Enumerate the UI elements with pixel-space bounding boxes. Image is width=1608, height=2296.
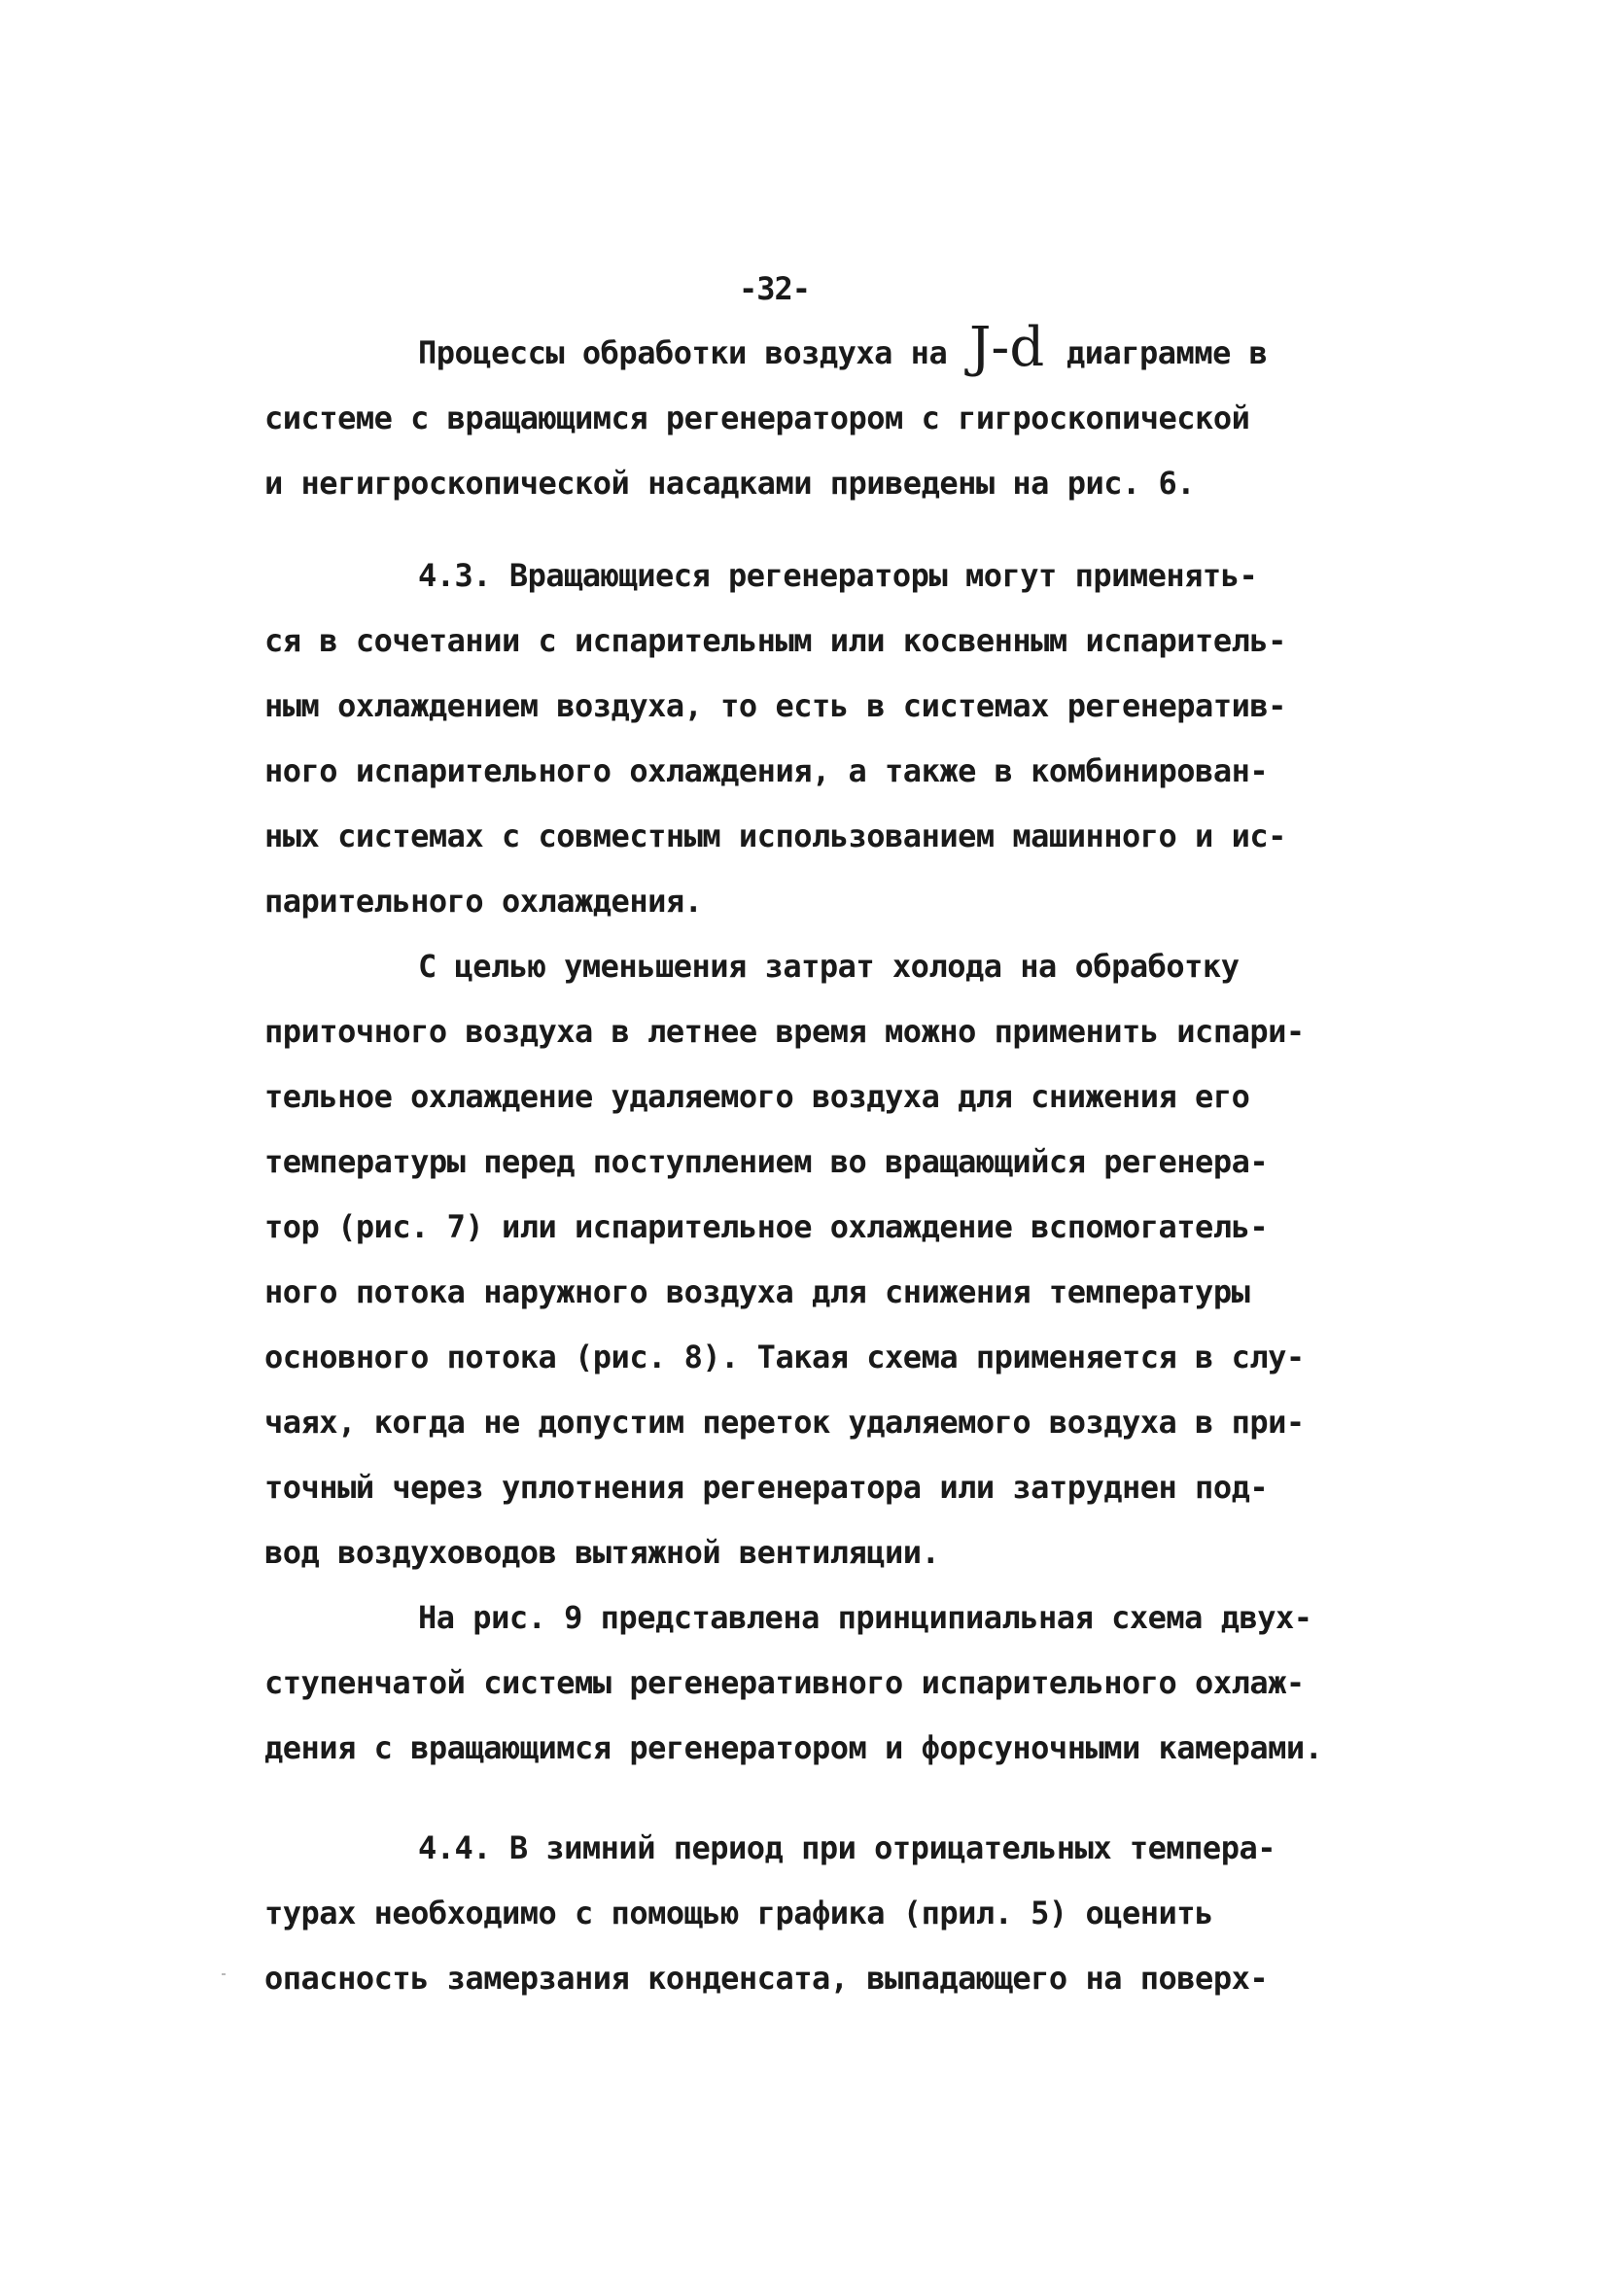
text-line: температуры перед поступлением во вращающийся регенера- bbox=[264, 1143, 1269, 1180]
text-line: вод воздуховодов вытяжной вентиляции. bbox=[264, 1534, 940, 1571]
text-line: ным охлаждением воздуха, то есть в системах регенератив- bbox=[264, 687, 1286, 724]
text-line: 4.4. В зимний период при отрицательных темпера- bbox=[418, 1829, 1276, 1866]
text-line: основного потока (рис. 8). Такая схема применяется в слу- bbox=[264, 1339, 1305, 1375]
text-line: тельное охлаждение удаляемого воздуха для снижения его bbox=[264, 1078, 1250, 1115]
page-number: -32- bbox=[739, 270, 811, 307]
text-line: 4.3. Вращающиеся регенераторы могут применять- bbox=[418, 557, 1258, 594]
text-line: системе с вращающимся регенератором с гигроскопической bbox=[264, 400, 1250, 436]
text-line: приточного воздуха в летнее время можно применить испари- bbox=[264, 1013, 1305, 1050]
text-line: чаях, когда не допустим переток удаляемого воздуха в при- bbox=[264, 1404, 1305, 1441]
text-line: точный через уплотнения регенератора или затруднен под- bbox=[264, 1469, 1269, 1506]
text-line: С целью уменьшения затрат холода на обработку bbox=[418, 948, 1240, 985]
scan-artifact bbox=[222, 1973, 226, 1975]
text-line: дения с вращающимся регенератором и форсуночными камерами. bbox=[264, 1729, 1323, 1766]
text-line: ных системах с совместным использованием машинного и ис- bbox=[264, 818, 1286, 854]
text-line: ного потока наружного воздуха для снижения температуры bbox=[264, 1273, 1250, 1310]
text-fragment: Процессы обработки воздуха на bbox=[418, 334, 948, 371]
text-line: ся в сочетании с испарительным или косвенным испаритель- bbox=[264, 622, 1286, 659]
text-line: На рис. 9 представлена принципиальная схема двух- bbox=[418, 1599, 1312, 1636]
text-fragment: диаграмме в bbox=[1066, 334, 1268, 371]
text-line: и негигроскопической насадками приведены на рис. 6. bbox=[264, 465, 1196, 502]
text-line: турах необходимо с помощью графика (прил. 5) оценить bbox=[264, 1895, 1213, 1931]
text-line: тор (рис. 7) или испарительное охлаждение вспомогатель- bbox=[264, 1208, 1269, 1245]
handwritten-diagram-label: J-d bbox=[968, 316, 1045, 379]
paragraph-gap bbox=[264, 516, 1392, 543]
text-line: ного испарительного охлаждения, а также в комбинирован- bbox=[264, 752, 1269, 789]
body-text bbox=[264, 316, 1392, 2011]
text-line bbox=[264, 316, 1392, 386]
text-line: парительного охлаждения. bbox=[264, 883, 703, 920]
paragraph-gap bbox=[264, 1781, 1392, 1816]
text-line: опасность замерзания конденсата, выпадающего на поверх- bbox=[264, 1960, 1269, 1997]
text-line: ступенчатой системы регенеративного испарительного охлаж- bbox=[264, 1664, 1305, 1701]
